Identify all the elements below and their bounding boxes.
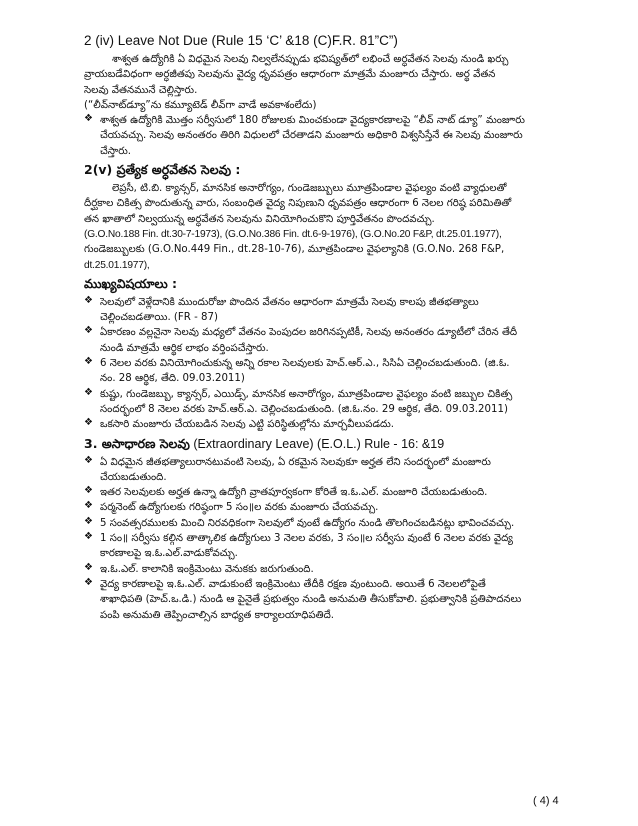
list-item-line: ఏకారణం వల్లనైనా సెలవు మధ్యలో వేతనం పెంపుదల జరిగినప్పటికీ, సెలవు అనంతరం డ్యూటీలో చేరిన తేదీ [100,327,518,339]
section-heading-extraordinary-leave [84,433,574,455]
list-item-line: 1 సం॥ సర్వీసు కల్గిన తాత్కాలిక ఉద్యోగులు 3 నెలల వరకు, 3 సం॥ల సర్వీసు వుంటే 6 నెలల వరకు వైద్య [100,533,513,545]
list-item-line: పర్మనెంట్ ఉద్యోగులకు గరిష్ఠంగా 5 సం॥ల వరకు మంజూరు చేయవచ్చు. [100,502,379,514]
list-item-line: చేస్తారు. [100,145,132,157]
list-item [84,531,574,562]
list-item-line: శాఖాధిపతి (హెచ్.ఒ.డి.) నుండి ఆ పైనైతే ప్రభుత్వం నుండి అనుమతి తీసుకోవాలి. ప్రభుత్వానికి ప్రతిపాదనలు [100,594,522,606]
diamond-bullet-icon: ❖ [84,325,93,337]
diamond-bullet-icon: ❖ [84,294,93,306]
document-page [84,30,574,623]
list-item-line: 5 సంవత్సరములకు మించి నిరవధికంగా సెలవులో వుంటే ఉద్యోగం నుండి తొలగించబడినట్లు భావించవచ్చు. [100,517,515,529]
eol-points-list [84,455,574,623]
note-commuted-leave: (“లీవ్‌నాట్‌డ్యూ”ను కమ్యూటెడ్ లీవ్‌గా వాడే అవకాశంలేదు) [84,99,317,111]
paragraph-line: తన ఖాతాలో నిల్వయున్న అర్ధవేతన సెలవును వినియోగించుకొని పూర్తివేతనం పొందవచ్చు. [84,213,435,225]
list-item-line: ఇతర సెలవులకు అర్హత ఉన్నా ఉద్యోగి వ్రాతపూర్వకంగా కోరితే ఇ.ఓ.ఎల్. మంజూరి చేయబడుతుంది. [100,487,488,499]
list-item-line: సెలవులో వెళ్లేదానికి ముందురోజు పొందిన వేతనం ఆధారంగా మాత్రమే సెలవు కాలపు జీతభత్యాలు [100,296,479,308]
paragraph-special-leave [84,181,574,227]
list-item-line: నుండి మాత్రమే ఆర్థిక లాభం వర్తింపచేస్తారు. [100,342,269,354]
paragraph-line: శాశ్వత ఉద్యోగికి ఏ విధమైన సెలవు నిల్వలేనప్పుడు భవిష్యత్‌లో లభించే అర్ధవేతన సెలవు నుండి ఖర్చు [112,54,509,65]
list-item-line: వైద్య కారణాలపై ఇ.ఓ.ఎల్. వాడుకుంటే ఇంక్రిమెంటు తేదీకి రక్షణ వుంటుంది. అయితే 6 నెలలలోపైతే [100,578,486,590]
important-points-list [84,295,574,433]
list-item-line: చెల్లించబడతాయి. (FR - 87) [100,312,218,324]
list-item [84,113,574,159]
diamond-bullet-icon: ❖ [84,576,93,588]
list-item [84,325,574,356]
list-item-line: 6 నెలల వరకు వినియోగించుకున్న అన్ని రకాల సెలవులకు హెచ్.ఆర్.ఎ., సిసిఏ చెల్లించబడుతుంది. (జి.ఓ. [100,358,510,370]
go-reference-line: (G.O.No.188 Fin. dt.30-7-1973), (G.O.No.386 Fin. dt.6-9-1976), (G.O.No.20 F&P, dt.25.01.1977), [84,228,502,240]
paragraph-leave-not-due [84,52,574,98]
list-item-line: చేయబడుతుంది. [100,471,167,483]
diamond-bullet-icon: ❖ [84,113,93,125]
paragraph-line: దీర్ఘకాల చికిత్స పొందుతున్న వారు, సంబంధిత వైద్య నిపుణుని ధృవపత్రం ఆధారంగా 6 నెలల గరిష్ఠ పరిమితితో [84,198,512,210]
list-item-line: ఇ.ఓ.ఎల్. కాలానికి ఇంక్రిమెంటు వెనుకకు జరుగుతుంది. [100,563,314,575]
diamond-bullet-icon: ❖ [84,515,93,527]
section-heading-leave-not-due: 2 (iv) Leave Not Due (Rule 15 ‘C’ &18 (C)F.R. 81”C”) [84,33,398,48]
list-item [84,500,574,515]
diamond-bullet-icon: ❖ [84,417,93,429]
heading-telugu-part: 3. అసాధారణ సెలవు [84,435,190,451]
section-heading-important-points: ముఖ్యవిషయాలు : [84,275,178,291]
diamond-bullet-icon: ❖ [84,386,93,398]
list-item [84,516,574,531]
paragraph-line: లెప్రసీ, టి.బి. క్యాన్సర్, మానసిక అనారోగ్యం, గుండెజబ్బులు మూత్రపిండాల వైఫల్యం వంటి వ్యాధులతో [112,183,507,195]
list-item-line: శాశ్వత ఉద్యోగికి మొత్తం సర్వీసులో 180 రోజులకు మించకుండా వైద్యకారణాలపై “లీవ్ నాట్ డ్యూ” మంజూరు [100,115,525,127]
section-heading-special-leave: 2(v) ప్రత్యేక అర్ధవేతన సెలవు : [84,162,241,178]
list-item [84,577,574,623]
list-item-line: కుష్టు, గుండెజబ్బు, క్యాన్సర్, ఎయిడ్స్, మానసిక అనారోగ్యం, మూత్రపిండాల వైఫల్యం వంటి జబ్బుల చికిత్స [100,388,513,400]
heading-english-part: (Extraordinary Leave) (E.O.L.) Rule - 16: &19 [189,436,445,451]
list-item [84,417,574,432]
list-item-line: సందర్భంలో 8 నెలల వరకు హెచ్.ఆర్.ఎ. చెల్లించబడుతుంది. (జి.ఓ.నం. 29 ఆర్థిక, తేది. 09.03.2011) [100,403,508,415]
list-item-line: కారణాలపై ఇ.ఓ.ఎల్.వాడుకోవచ్చు. [100,548,238,560]
list-item-line: చేయవచ్చు. సెలవు అనంతరం తిరిగి విధులలో చేరతాడని మంజూరు అధికారి విశ్వసిస్తేనే ఈ సెలవు మంజూరు [100,130,523,142]
list-item [84,387,574,418]
diamond-bullet-icon: ❖ [84,356,93,368]
list-item-line: ఏ విధమైన జీతభత్యాలురానటువంటి సెలవు, ఏ రకమైన సెలవుకూ అర్హత లేని సందర్భంలో మంజూరు [100,456,491,468]
list-item [84,485,574,500]
paragraph-line: సెలవు వేతనమునే చెల్లిస్తారు. [84,84,198,96]
diamond-bullet-icon: ❖ [84,485,93,497]
list-item [84,562,574,577]
list-item [84,455,574,486]
list-item-line: పంపి అనుమతి తెప్పించాల్సిన బాధ్యత కార్యాలయాధిపతిదే. [100,609,335,621]
diamond-bullet-icon: ❖ [84,500,93,512]
list-item [84,356,574,387]
paragraph-line: వ్రాయబడేవిధంగా అర్ధజీతపు సెలవును వైద్య ధృవపత్రం ఆధారంగా మాత్రమే మంజూరు చేస్తారు. అర్థ వేతన [84,69,496,81]
diamond-bullet-icon: ❖ [84,561,93,573]
go-reference-line: dt.25.01.1977), [84,259,150,271]
list-item-line: ఒకసారి మంజూరు చేయబడిన సెలవు ఎట్టి పరిస్థితుల్లోను మార్చవీలుపడదు. [100,419,394,431]
diamond-bullet-icon: ❖ [84,454,93,466]
diamond-bullet-icon: ❖ [84,531,93,543]
go-reference-line: గుండెజబ్బులకు (G.O.No.449 Fin., dt.28-10-76), మూత్రపిండాల వైఫల్యానికి (G.O.No. 268 F&P, [84,244,505,256]
list-item [84,295,574,326]
list-item-line: నం. 28 ఆర్థిక, తేది. 09.03.2011) [100,373,245,385]
page-number: ( 4) 4 [533,795,559,807]
